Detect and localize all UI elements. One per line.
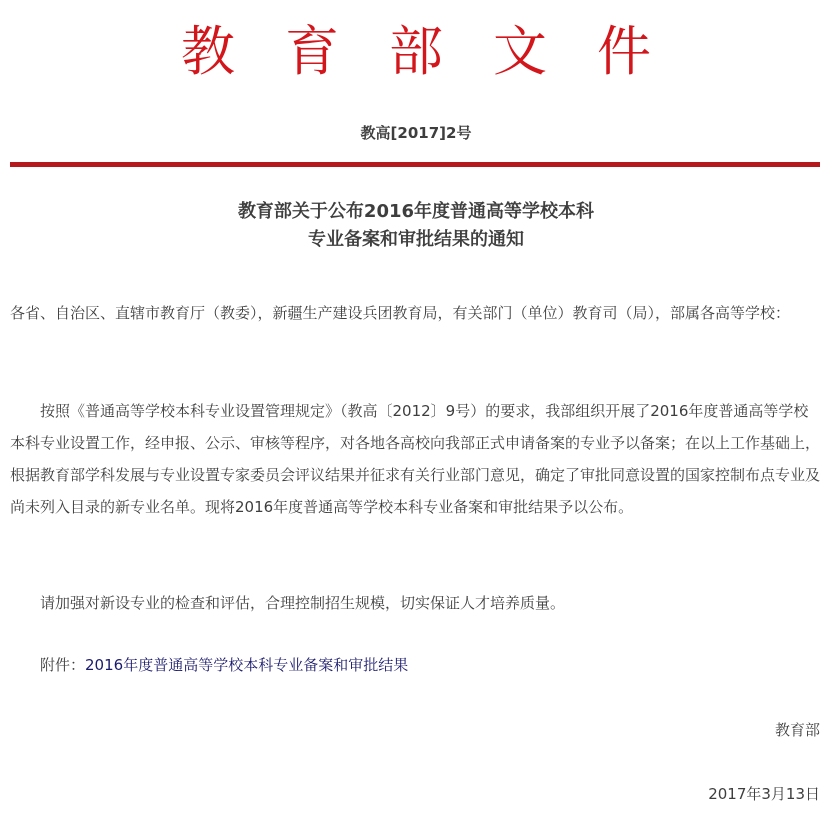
- notice-title: [0, 198, 832, 254]
- attachment-label: 附件：: [40, 656, 86, 674]
- document-masthead: 教育部文件: [181, 20, 701, 83]
- body-paragraph-2: 请加强对新设专业的检查和评估，合理控制招生规模，切实保证人才培养质量。: [40, 594, 566, 612]
- signing-organization: 教育部: [774, 721, 820, 739]
- notice-title-line-1: 教育部关于公布2016年度普通高等学校本科: [237, 201, 595, 222]
- attachment-line: [40, 649, 822, 681]
- salutation: 各省、自治区、直辖市教育厅（教委），新疆生产建设兵团教育局，有关部门（单位）教育司（局），部属各高等学校：: [10, 304, 791, 322]
- notice-title-line-2: 专业备案和审批结果的通知: [308, 229, 524, 250]
- body-paragraph-1: 按照《普通高等学校本科专业设置管理规定》（教高〔2012〕9号）的要求，我部组织开展了2016年度普通高等学校本科专业设置工作，经申报、公示、审核等程序，对各地各高校向我部正式申请备案的专业予以备案；在以上工作基础上，根据教育部学科发展与专业设置专家委员会评议结果并征求有关行业部门意见，确定了审批同意设置的国家控制布点专业及尚未列入目录的新专业名单。现将2016年度普通高等学校本科专业备案和审批结果予以公布。: [10, 402, 821, 516]
- attachment-link[interactable]: 2016年度普通高等学校本科专业备案和审批结果: [85, 656, 409, 674]
- signing-date: 2017年3月13日: [708, 785, 820, 803]
- document-number: 教高[2017]2号: [360, 124, 472, 142]
- red-divider: [10, 162, 820, 167]
